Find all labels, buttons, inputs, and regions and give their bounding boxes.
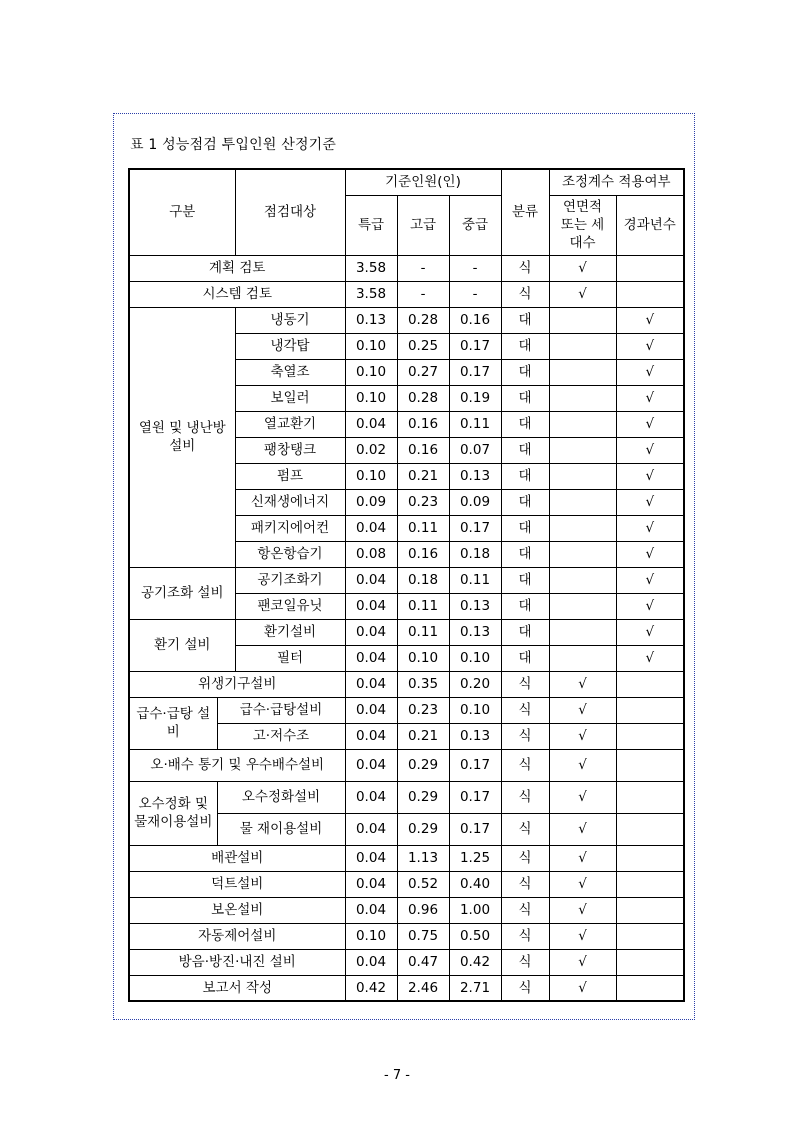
check-area (549, 411, 616, 437)
check-years (616, 845, 684, 871)
value-high: 0.16 (397, 411, 449, 437)
value-mid: 0.11 (449, 411, 501, 437)
header-staff: 기준인원(인) (345, 169, 501, 195)
header-category: 구분 (129, 169, 235, 255)
row-target: 급수·급탕설비 (217, 697, 345, 723)
header-grade-special: 특급 (345, 195, 397, 255)
value-special: 0.10 (345, 359, 397, 385)
check-area: √ (549, 781, 616, 813)
check-years (616, 281, 684, 307)
value-mid: 0.20 (449, 671, 501, 697)
check-years: √ (616, 489, 684, 515)
value-mid: 0.17 (449, 515, 501, 541)
value-high: 0.18 (397, 567, 449, 593)
value-unit: 식 (501, 813, 549, 845)
table-row (129, 567, 684, 593)
value-high: - (397, 281, 449, 307)
value-high: 0.29 (397, 749, 449, 781)
check-years: √ (616, 515, 684, 541)
value-high: 0.16 (397, 437, 449, 463)
value-special: 0.04 (345, 697, 397, 723)
check-area (549, 359, 616, 385)
value-special: 0.04 (345, 645, 397, 671)
header-grade-high: 고급 (397, 195, 449, 255)
value-special: 0.04 (345, 619, 397, 645)
table-row (129, 281, 684, 307)
row-target: 항온항습기 (235, 541, 345, 567)
value-unit: 식 (501, 255, 549, 281)
value-high: 0.28 (397, 385, 449, 411)
header-target: 점검대상 (235, 169, 345, 255)
check-years: √ (616, 359, 684, 385)
value-special: 0.10 (345, 333, 397, 359)
row-target: 보온설비 (129, 897, 345, 923)
header-adjust: 조정계수 적용여부 (549, 169, 684, 195)
value-unit: 대 (501, 489, 549, 515)
value-high: 0.21 (397, 723, 449, 749)
row-target: 팬코일유닛 (235, 593, 345, 619)
check-area: √ (549, 871, 616, 897)
value-high: 0.11 (397, 515, 449, 541)
header-grade-mid: 중급 (449, 195, 501, 255)
value-high: 0.10 (397, 645, 449, 671)
value-mid: 0.50 (449, 923, 501, 949)
value-special: 0.04 (345, 949, 397, 975)
value-high: 0.11 (397, 593, 449, 619)
row-target: 신재생에너지 (235, 489, 345, 515)
row-target: 시스템 검토 (129, 281, 345, 307)
table-row (129, 949, 684, 975)
check-area (549, 385, 616, 411)
row-target: 자동제어설비 (129, 923, 345, 949)
value-high: 0.21 (397, 463, 449, 489)
check-area: √ (549, 923, 616, 949)
value-high: 0.25 (397, 333, 449, 359)
value-special: 0.04 (345, 515, 397, 541)
value-mid: - (449, 255, 501, 281)
table-row (129, 749, 684, 781)
value-special: 0.13 (345, 307, 397, 333)
check-years (616, 255, 684, 281)
check-area (549, 593, 616, 619)
value-mid: 0.18 (449, 541, 501, 567)
value-unit: 대 (501, 515, 549, 541)
value-high: 0.29 (397, 813, 449, 845)
value-unit: 식 (501, 897, 549, 923)
check-area (549, 307, 616, 333)
value-unit: 식 (501, 949, 549, 975)
row-target: 냉동기 (235, 307, 345, 333)
check-years: √ (616, 333, 684, 359)
value-unit: 식 (501, 781, 549, 813)
check-years (616, 697, 684, 723)
value-high: 0.27 (397, 359, 449, 385)
value-mid: 0.19 (449, 385, 501, 411)
check-years (616, 671, 684, 697)
value-unit: 식 (501, 281, 549, 307)
check-area (549, 515, 616, 541)
value-high: 0.96 (397, 897, 449, 923)
value-mid: 0.13 (449, 619, 501, 645)
value-mid: 0.13 (449, 463, 501, 489)
value-mid: - (449, 281, 501, 307)
check-area: √ (549, 975, 616, 1001)
check-years (616, 949, 684, 975)
value-high: 0.75 (397, 923, 449, 949)
table-row (129, 897, 684, 923)
value-unit: 대 (501, 411, 549, 437)
value-mid: 0.10 (449, 697, 501, 723)
table-row (129, 845, 684, 871)
check-years: √ (616, 619, 684, 645)
value-unit: 대 (501, 333, 549, 359)
check-years: √ (616, 437, 684, 463)
value-mid: 0.09 (449, 489, 501, 515)
value-unit: 식 (501, 975, 549, 1001)
row-target: 펌프 (235, 463, 345, 489)
value-unit: 대 (501, 307, 549, 333)
check-years (616, 723, 684, 749)
check-years (616, 897, 684, 923)
check-years: √ (616, 385, 684, 411)
check-years: √ (616, 567, 684, 593)
value-special: 0.09 (345, 489, 397, 515)
value-high: 0.35 (397, 671, 449, 697)
value-mid: 0.17 (449, 781, 501, 813)
value-special: 0.10 (345, 385, 397, 411)
value-high: 0.29 (397, 781, 449, 813)
row-target: 냉각탑 (235, 333, 345, 359)
value-special: 0.08 (345, 541, 397, 567)
row-target: 배관설비 (129, 845, 345, 871)
check-area: √ (549, 813, 616, 845)
check-years: √ (616, 645, 684, 671)
group-label: 오수정화 및 물재이용설비 (129, 781, 217, 845)
value-mid: 0.40 (449, 871, 501, 897)
value-special: 0.04 (345, 781, 397, 813)
value-mid: 0.16 (449, 307, 501, 333)
check-area: √ (549, 671, 616, 697)
row-target: 보고서 작성 (129, 975, 345, 1001)
group-label: 공기조화 설비 (129, 567, 235, 619)
check-years: √ (616, 541, 684, 567)
row-target: 열교환기 (235, 411, 345, 437)
check-years (616, 749, 684, 781)
value-special: 0.04 (345, 593, 397, 619)
row-target: 위생기구설비 (129, 671, 345, 697)
header-area: 연면적 또는 세대수 (549, 195, 616, 255)
value-unit: 대 (501, 645, 549, 671)
value-special: 0.04 (345, 567, 397, 593)
table-row (129, 975, 684, 1001)
value-unit: 대 (501, 619, 549, 645)
value-high: 2.46 (397, 975, 449, 1001)
table-row (129, 671, 684, 697)
table-row (129, 619, 684, 645)
value-high: 0.16 (397, 541, 449, 567)
row-target: 패키지에어컨 (235, 515, 345, 541)
staffing-table (128, 168, 685, 1002)
table-row (129, 697, 684, 723)
row-target: 팽창탱크 (235, 437, 345, 463)
value-unit: 식 (501, 845, 549, 871)
value-mid: 1.25 (449, 845, 501, 871)
value-unit: 대 (501, 567, 549, 593)
value-unit: 식 (501, 871, 549, 897)
row-target: 오수정화설비 (217, 781, 345, 813)
value-mid: 0.10 (449, 645, 501, 671)
value-high: 1.13 (397, 845, 449, 871)
check-area (549, 437, 616, 463)
value-unit: 식 (501, 923, 549, 949)
value-unit: 대 (501, 463, 549, 489)
check-area: √ (549, 949, 616, 975)
value-special: 0.02 (345, 437, 397, 463)
page-number: - 7 - (384, 1068, 410, 1083)
check-area: √ (549, 723, 616, 749)
value-unit: 식 (501, 723, 549, 749)
value-high: 0.11 (397, 619, 449, 645)
value-high: 0.23 (397, 697, 449, 723)
value-high: 0.47 (397, 949, 449, 975)
value-special: 0.04 (345, 723, 397, 749)
check-area (549, 645, 616, 671)
row-target: 물 재이용설비 (217, 813, 345, 845)
check-area (549, 567, 616, 593)
check-area: √ (549, 845, 616, 871)
value-mid: 0.11 (449, 567, 501, 593)
value-mid: 2.71 (449, 975, 501, 1001)
header-years: 경과년수 (616, 195, 684, 255)
check-years: √ (616, 307, 684, 333)
row-target: 공기조화기 (235, 567, 345, 593)
check-area (549, 619, 616, 645)
value-high: 0.23 (397, 489, 449, 515)
group-label: 환기 설비 (129, 619, 235, 671)
check-years (616, 923, 684, 949)
value-special: 0.42 (345, 975, 397, 1001)
row-target: 축열조 (235, 359, 345, 385)
value-mid: 0.17 (449, 333, 501, 359)
value-mid: 1.00 (449, 897, 501, 923)
value-unit: 대 (501, 385, 549, 411)
value-special: 0.04 (345, 671, 397, 697)
value-special: 0.04 (345, 411, 397, 437)
row-target: 보일러 (235, 385, 345, 411)
row-target: 방음·방진·내진 설비 (129, 949, 345, 975)
table-row (129, 871, 684, 897)
table-row (129, 781, 684, 813)
check-area (549, 541, 616, 567)
row-target: 필터 (235, 645, 345, 671)
value-special: 0.04 (345, 871, 397, 897)
check-area: √ (549, 697, 616, 723)
value-unit: 대 (501, 541, 549, 567)
value-mid: 0.42 (449, 949, 501, 975)
row-target: 계획 검토 (129, 255, 345, 281)
table-caption: 표 1 성능점검 투입인원 산정기준 (130, 137, 337, 153)
value-unit: 대 (501, 593, 549, 619)
value-high: 0.28 (397, 307, 449, 333)
group-label: 열원 및 냉난방 설비 (129, 307, 235, 567)
table-row (129, 923, 684, 949)
check-years (616, 975, 684, 1001)
value-unit: 식 (501, 697, 549, 723)
value-mid: 0.07 (449, 437, 501, 463)
check-area (549, 333, 616, 359)
table-row (129, 255, 684, 281)
table-row (129, 307, 684, 333)
value-mid: 0.17 (449, 749, 501, 781)
group-label: 급수·급탕 설비 (129, 697, 217, 749)
check-years (616, 871, 684, 897)
check-area: √ (549, 897, 616, 923)
check-area (549, 489, 616, 515)
check-years (616, 781, 684, 813)
value-mid: 0.13 (449, 723, 501, 749)
value-special: 3.58 (345, 255, 397, 281)
check-years: √ (616, 463, 684, 489)
check-years: √ (616, 593, 684, 619)
value-mid: 0.17 (449, 359, 501, 385)
value-mid: 0.17 (449, 813, 501, 845)
value-special: 0.04 (345, 749, 397, 781)
check-area: √ (549, 255, 616, 281)
header-unit: 분류 (501, 169, 549, 255)
value-special: 0.04 (345, 845, 397, 871)
value-unit: 식 (501, 749, 549, 781)
value-unit: 대 (501, 359, 549, 385)
value-mid: 0.13 (449, 593, 501, 619)
value-high: 0.52 (397, 871, 449, 897)
value-high: - (397, 255, 449, 281)
value-special: 0.10 (345, 463, 397, 489)
value-special: 0.10 (345, 923, 397, 949)
row-target: 환기설비 (235, 619, 345, 645)
row-target: 오·배수 통기 및 우수배수설비 (129, 749, 345, 781)
value-special: 0.04 (345, 813, 397, 845)
check-area (549, 463, 616, 489)
row-target: 덕트설비 (129, 871, 345, 897)
check-years (616, 813, 684, 845)
check-years: √ (616, 411, 684, 437)
value-special: 3.58 (345, 281, 397, 307)
check-area: √ (549, 749, 616, 781)
value-unit: 대 (501, 437, 549, 463)
row-target: 고·저수조 (217, 723, 345, 749)
check-area: √ (549, 281, 616, 307)
value-unit: 식 (501, 671, 549, 697)
value-special: 0.04 (345, 897, 397, 923)
